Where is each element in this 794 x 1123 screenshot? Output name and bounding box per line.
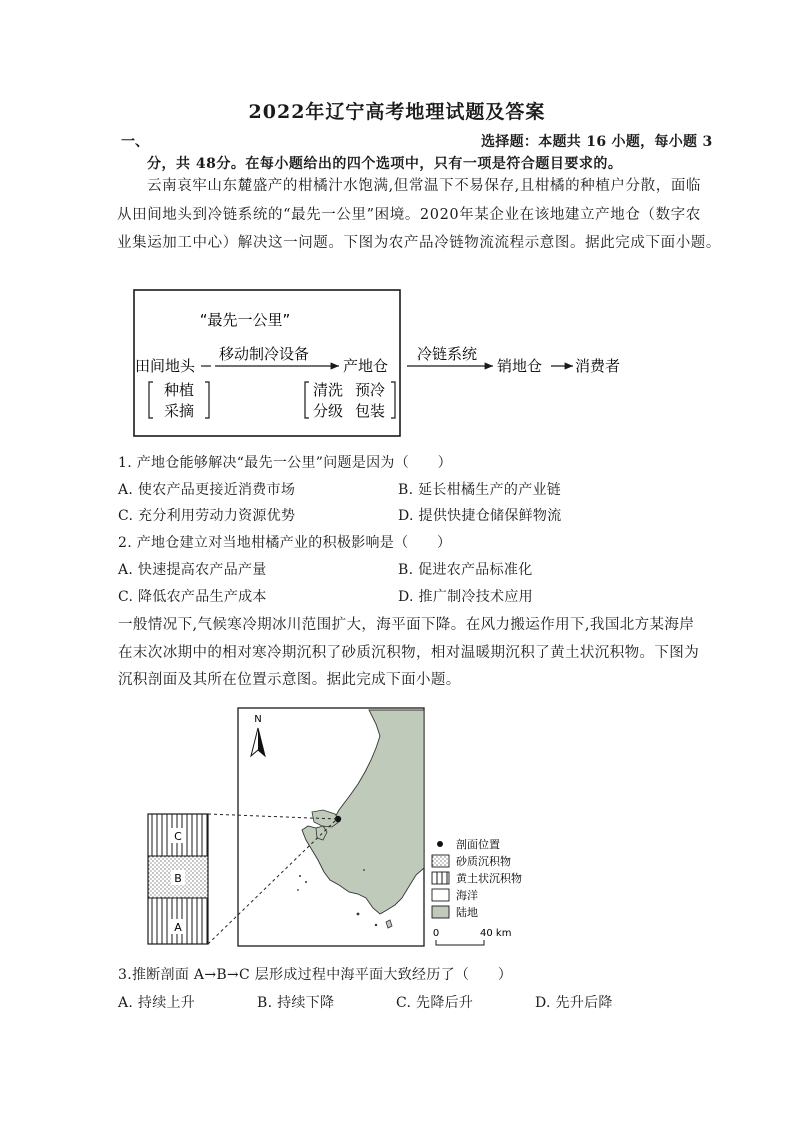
legend-sea-symbol (432, 889, 449, 901)
legend-loess-symbol (432, 872, 449, 884)
passage1-line-3: 业集运加工中心）解决这一问题。下图为农产品冷链物流流程示意图。据此完成下面小题。 (117, 235, 721, 251)
activity-precooling: 预冷 (355, 381, 386, 399)
islet (357, 913, 360, 916)
layer-b-label: B (174, 872, 182, 885)
origin-bracket-left (305, 382, 309, 418)
page-title: 2022年辽宁高考地理试题及答案 (248, 101, 546, 123)
q3-option-b[interactable]: B. 持续下降 (257, 995, 335, 1011)
q2-option-c[interactable]: C. 降低农产品生产成本 (118, 589, 267, 605)
activity-packing: 包装 (355, 402, 386, 420)
activity-picking: 采摘 (163, 402, 195, 420)
section-heading: 选择题：本题共 16 小题，每小题 3 (481, 134, 713, 150)
passage2-line-1: 一般情况下,气候寒冷期冰川范围扩大，海平面下降。在风力搬运作用下,我国北方某海岸 (118, 617, 695, 633)
scale-label: 40 km (480, 928, 512, 939)
cold-chain-flow-diagram (125, 282, 665, 442)
passage1-line-2: 从田间地头到冷链系统的“最先一公里”困境。2020年某企业在该地建立产地仓（数字农 (117, 207, 701, 223)
q1-option-c[interactable]: C. 充分利用劳动力资源优势 (118, 508, 296, 524)
legend-profile-position: 剖面位置 (456, 838, 500, 851)
q1-option-a[interactable]: A. 使农产品更接近消费市场 (118, 482, 296, 498)
activity-grading: 分级 (313, 402, 344, 420)
field-label: 田间地头 (135, 357, 196, 375)
legend-sand-symbol (432, 855, 449, 867)
legend-profile-position-symbol (437, 841, 443, 847)
section-heading-continued: 分，共 48分。在每小题给出的四个选项中，只有一项是符合题目要求的。 (147, 156, 623, 172)
layer-a-label: A (174, 921, 182, 934)
q1-stem: 1. 产地仓能够解决“最先一公里”问题是因为（ ） (118, 455, 452, 471)
q1-option-d[interactable]: D. 提供快捷仓储保鲜物流 (398, 508, 562, 524)
activity-planting: 种植 (163, 381, 195, 399)
islet (375, 924, 377, 926)
q3-stem: 3.推断剖面 A→B→C 层形成过程中海平面大致经历了（ ） (118, 967, 513, 983)
legend-land-symbol (432, 906, 449, 918)
q3-option-c[interactable]: C. 先降后升 (396, 995, 474, 1011)
origin-warehouse-label: 产地仓 (343, 357, 389, 375)
q2-option-d[interactable]: D. 推广制冷技术应用 (398, 589, 533, 605)
q2-option-b[interactable]: B. 促进农产品标准化 (398, 562, 533, 578)
cold-chain-label: 冷链系统 (417, 345, 478, 363)
q3-option-d[interactable]: D. 先升后降 (535, 995, 613, 1011)
sediment-profile-map-figure (140, 700, 560, 955)
q1-option-b[interactable]: B. 延长柑橘生产的产业链 (398, 482, 562, 498)
mobile-refrigeration-label: 移动制冷设备 (219, 345, 310, 363)
legend-sea: 海洋 (456, 889, 478, 902)
islet (305, 881, 307, 883)
north-label: N (254, 714, 262, 725)
islet (297, 889, 299, 891)
field-bracket-right (205, 382, 209, 418)
islet (363, 869, 365, 871)
q2-option-a[interactable]: A. 快速提高农产品产量 (118, 562, 267, 578)
legend-sand: 砂质沉积物 (456, 855, 511, 868)
first-mile-label: “最先一公里” (199, 311, 291, 329)
passage2-line-3: 沉积剖面及其所在位置示意图。据此完成下面小题。 (118, 672, 461, 688)
origin-bracket-right (391, 382, 395, 418)
passage2-line-2: 在末次冰期中的相对寒冷期沉积了砂质沉积物，相对温暖期沉积了黄土状沉积物。下图为 (118, 645, 700, 661)
layer-c-label: C (174, 830, 182, 843)
q2-stem: 2. 产地仓建立对当地柑橘产业的积极影响是（ ） (118, 535, 452, 551)
scale-zero: 0 (432, 928, 440, 939)
scale-bar (436, 940, 484, 945)
sales-warehouse-label: 销地仓 (497, 357, 543, 375)
passage1-line-1: 云南哀牢山东麓盛产的柑橘汁水饱满,但常温下不易保存,且柑橘的种植户分散，面临 (147, 178, 702, 194)
consumer-label: 消费者 (575, 357, 621, 375)
q3-option-a[interactable]: A. 持续上升 (118, 995, 196, 1011)
islet (299, 875, 301, 877)
legend-land: 陆地 (456, 906, 478, 919)
activity-washing: 清洗 (313, 381, 344, 399)
legend-loess: 黄土状沉积物 (456, 872, 522, 885)
field-bracket-left (149, 382, 153, 418)
section-number: 一、 (121, 134, 149, 150)
